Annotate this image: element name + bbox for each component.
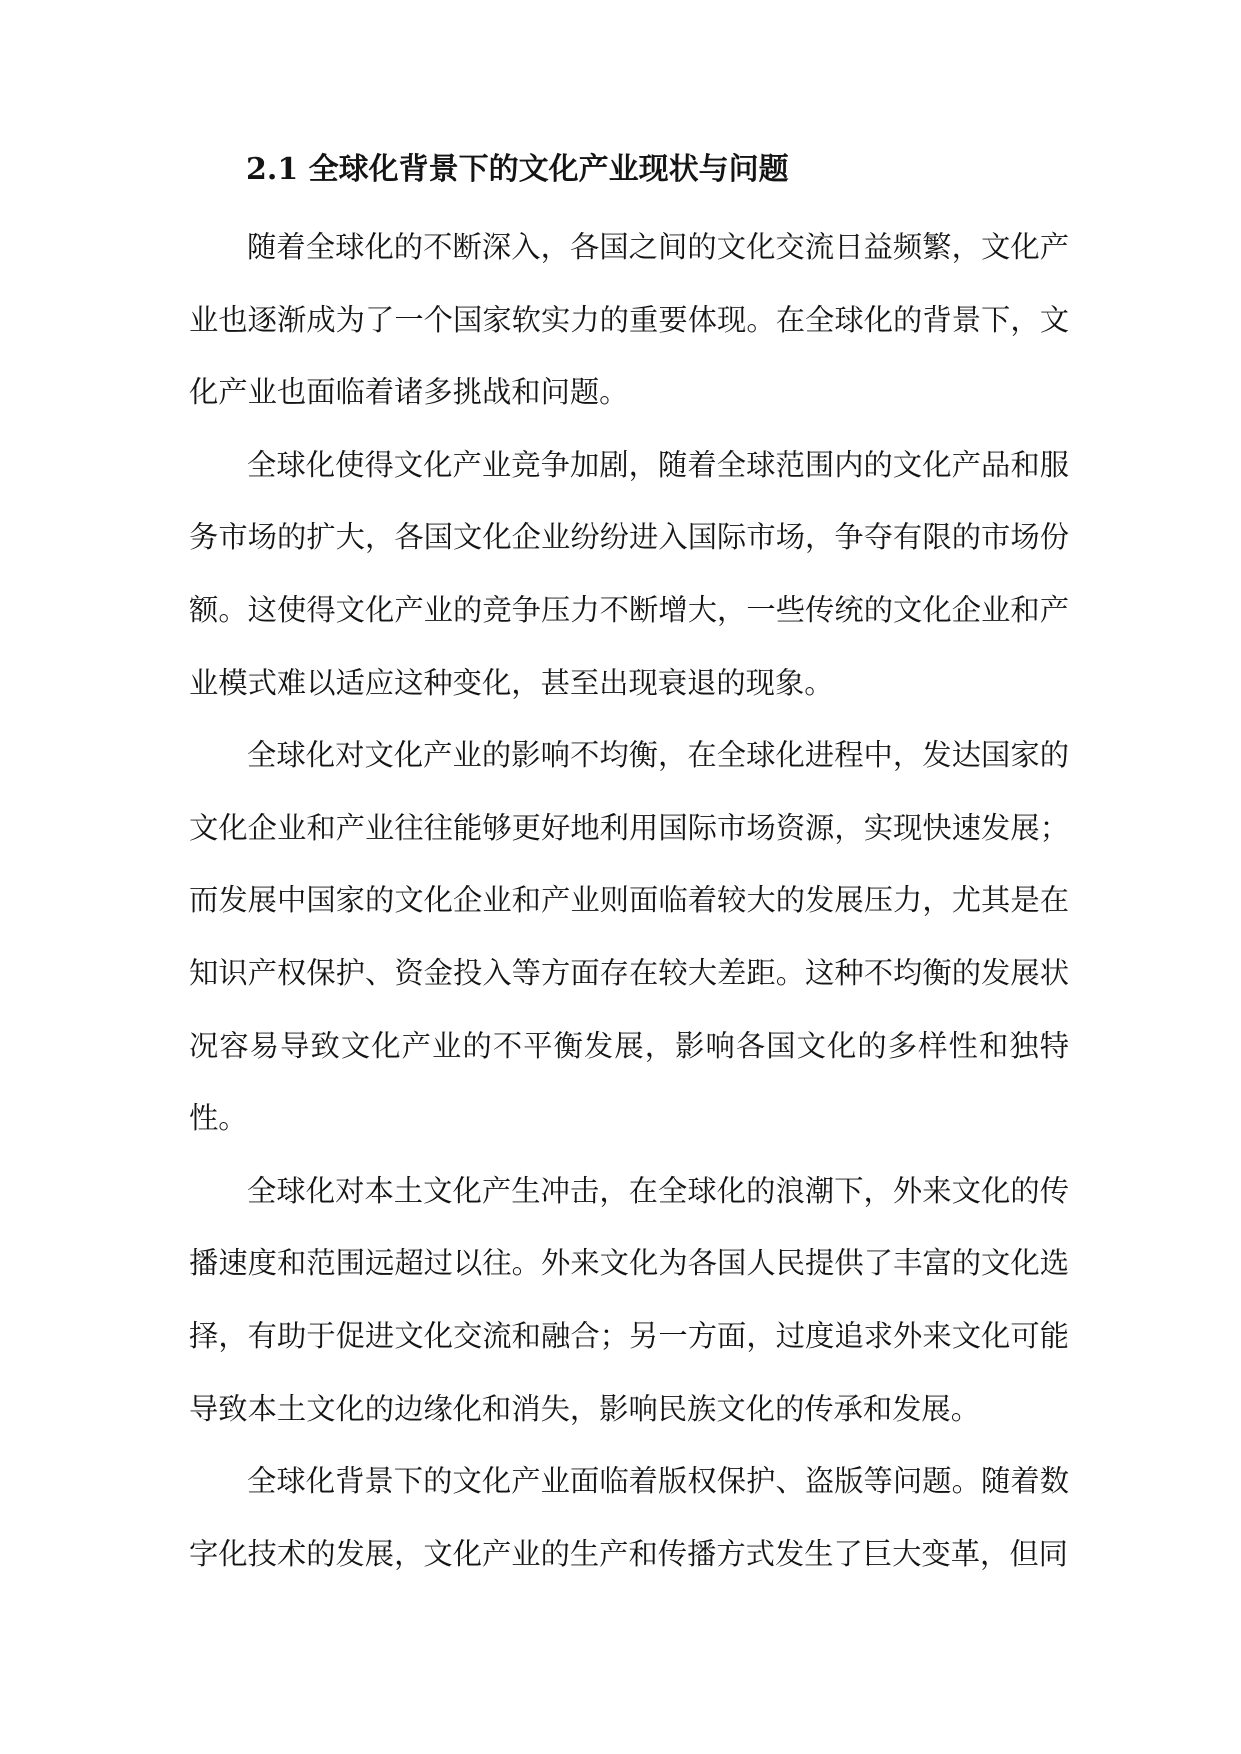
paragraph: 全球化使得文化产业竞争加剧，随着全球范围内的文化产品和服务市场的扩大，各国文化企业纷纷进入国际市场，争夺有限的市场份额。这使得文化产业的竞争压力不断增大，一些传统的文化企业和产业模式难以适应这种变化，甚至出现衰退的现象。 [189, 447, 1069, 700]
paragraph: 全球化对本土文化产生冲击，在全球化的浪潮下，外来文化的传播速度和范围远超过以往。外来文化为各国人民提供了丰富的文化选择，有助于促进文化交流和融合；另一方面，过度追求外来文化可能导致本土文化的边缘化和消失，影响民族文化的传承和发展。 [189, 1173, 1069, 1426]
paragraph: 全球化背景下的文化产业面临着版权保护、盗版等问题。随着数字化技术的发展，文化产业的生产和传播方式发生了巨大变革，但同 [189, 1464, 1069, 1571]
body-text [189, 211, 1069, 1590]
paragraph: 随着全球化的不断深入，各国之间的文化交流日益频繁，文化产业也逐渐成为了一个国家软实力的重要体现。在全球化的背景下，文化产业也面临着诸多挑战和问题。 [189, 230, 1069, 410]
paragraph: 全球化对文化产业的影响不均衡，在全球化进程中，发达国家的文化企业和产业往往能够更好地利用国际市场资源，实现快速发展；而发展中国家的文化企业和产业则面临着较大的发展压力，尤其是在知识产权保护、资金投入等方面存在较大差距。这种不均衡的发展状况容易导致文化产业的不平衡发展，影响各国文化的多样性和独特性。 [189, 738, 1069, 1136]
section-heading: 2.1 全球化背景下的文化产业现状与问题 [246, 152, 789, 187]
